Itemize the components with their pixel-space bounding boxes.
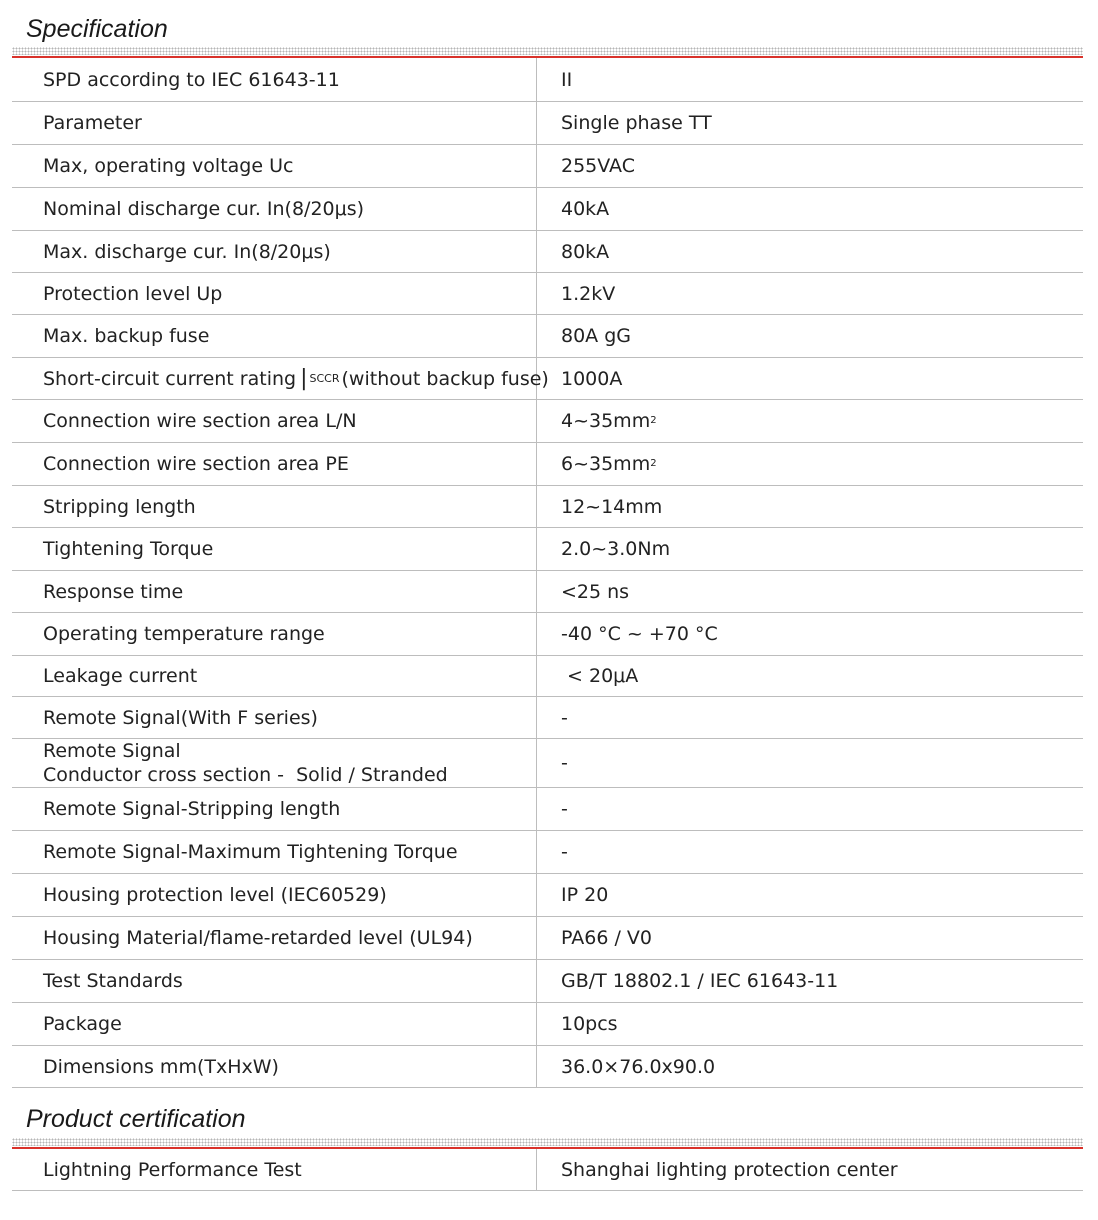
spec-value: - [561, 841, 568, 863]
spec-param: Connection wire section area PE [43, 453, 349, 475]
spec-value [561, 443, 1071, 485]
spec-param-text: (without backup fuse) [341, 367, 549, 390]
spec-value-text: 4~35mm [561, 410, 651, 432]
sccr-subscript: SCCR [309, 371, 340, 385]
spec-param-text: Short-circuit current rating [43, 367, 297, 390]
spec-row [12, 486, 1083, 528]
spec-param: Max. backup fuse [43, 325, 210, 347]
spec-row [12, 102, 1083, 145]
spec-row [12, 1003, 1083, 1046]
spec-row [12, 656, 1083, 697]
spec-param [43, 739, 533, 787]
spec-value: 10pcs [561, 1013, 618, 1035]
spec-param: Max, operating voltage Uc [43, 155, 294, 177]
spec-value: PA66 / V0 [561, 927, 652, 949]
spec-param: Protection level Up [43, 282, 223, 305]
cert-row [12, 1149, 1083, 1191]
cert-title-dotted-rule [12, 1138, 1083, 1146]
spec-param: Parameter [43, 112, 142, 134]
spec-row [12, 831, 1083, 874]
spec-value: 255VAC [561, 155, 635, 177]
spec-row [12, 58, 1083, 102]
spec-value-text: 6~35mm [561, 453, 651, 475]
cert-value: Shanghai lighting protection center [561, 1158, 898, 1181]
spec-value: 1000A [561, 367, 623, 390]
spec-row [12, 315, 1083, 358]
spec-row [12, 273, 1083, 315]
spec-param: Leakage current [43, 665, 198, 687]
spec-param: Remote Signal-Maximum Tightening Torque [43, 841, 458, 863]
spec-row [12, 528, 1083, 571]
spec-row [12, 231, 1083, 273]
cert-table [12, 1149, 1083, 1191]
spec-value: GB/T 18802.1 / IEC 61643-11 [561, 970, 839, 992]
spec-param: Response time [43, 580, 184, 603]
spec-value: - [561, 798, 568, 820]
spec-row [12, 960, 1083, 1003]
spec-row [12, 788, 1083, 831]
spec-param: Test Standards [43, 970, 183, 992]
spec-value: < 20μA [561, 665, 639, 687]
spec-value: -40 °C ~ +70 °C [561, 623, 718, 645]
spec-param: Remote Signal(With F series) [43, 706, 318, 729]
spec-row [12, 358, 1083, 400]
spec-param: Operating temperature range [43, 623, 325, 645]
spec-value: 40kA [561, 198, 610, 220]
spec-value: 1.2kV [561, 282, 616, 305]
spec-row [12, 571, 1083, 613]
spec-param: Package [43, 1013, 122, 1035]
spec-value: - [561, 752, 568, 774]
spec-param-line: Conductor cross section - Solid / Stranded [43, 764, 448, 786]
spec-param: Max. discharge cur. In(8/20μs) [43, 240, 331, 263]
spec-value: <25 ns [561, 580, 630, 603]
spec-row [12, 613, 1083, 656]
spec-value: 80kA [561, 240, 610, 263]
spec-param: Housing Material/flame-retarded level (UL94) [43, 927, 473, 949]
spec-value: IP 20 [561, 884, 609, 906]
spec-param: Connection wire section area L/N [43, 410, 357, 432]
spec-value: 36.0×76.0x90.0 [561, 1055, 716, 1078]
spec-row [12, 917, 1083, 960]
spec-value: Single phase TT [561, 112, 712, 134]
spec-row [12, 188, 1083, 231]
spec-row [12, 400, 1083, 443]
spec-param: Housing protection level (IEC60529) [43, 884, 387, 906]
cert-param: Lightning Performance Test [43, 1158, 302, 1181]
spec-row [12, 443, 1083, 486]
spec-title-dotted-rule [12, 47, 1083, 55]
spec-value: II [561, 68, 573, 91]
spec-param: Dimensions mm(TxHxW) [43, 1055, 279, 1078]
spec-param-line: Remote Signal [43, 740, 181, 762]
current-symbol: | [300, 365, 308, 391]
spec-param: Nominal discharge cur. In(8/20μs) [43, 198, 365, 220]
spec-param: SPD according to IEC 61643-11 [43, 68, 340, 91]
cert-section-title: Product certification [26, 1105, 246, 1133]
spec-param: Remote Signal-Stripping length [43, 798, 341, 820]
spec-row [12, 1046, 1083, 1088]
spec-value: 2.0~3.0Nm [561, 538, 671, 560]
spec-value: 80A gG [561, 325, 631, 347]
spec-row [12, 697, 1083, 739]
spec-section-title: Specification [26, 15, 168, 43]
spec-table [12, 58, 1083, 1088]
superscript: 2 [650, 415, 657, 426]
spec-value: 12~14mm [561, 495, 663, 518]
spec-row [12, 739, 1083, 788]
spec-row [12, 145, 1083, 188]
spec-param: Stripping length [43, 495, 196, 518]
spec-row [12, 874, 1083, 917]
spec-param: Tightening Torque [43, 538, 214, 560]
spec-value: - [561, 706, 568, 729]
superscript: 2 [650, 458, 657, 469]
spec-value [561, 400, 1071, 442]
spec-param [43, 358, 549, 399]
